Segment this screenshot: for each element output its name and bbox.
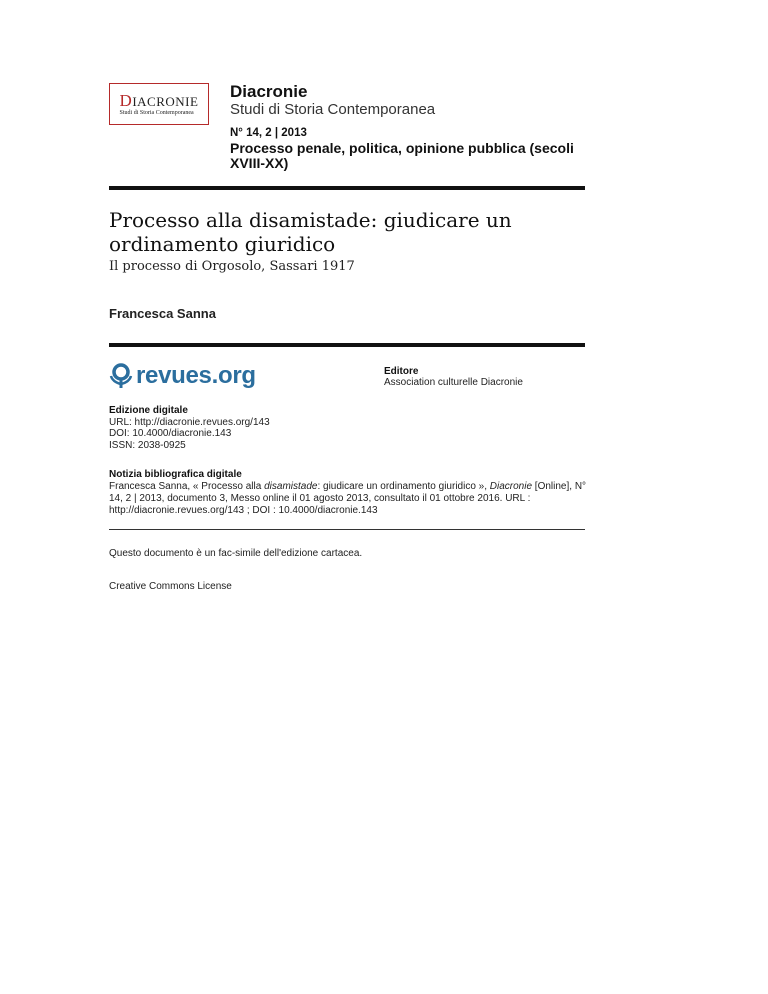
- revues-org-logo[interactable]: [109, 362, 256, 390]
- digital-edition-issn: ISSN: 2038-0925: [109, 439, 186, 451]
- article-subtitle: Il processo di Orgosolo, Sassari 1917: [109, 259, 355, 274]
- journal-subtitle: Studi di Storia Contemporanea: [230, 101, 436, 118]
- editor-label: Editore: [384, 366, 419, 377]
- citation-divider: [109, 529, 585, 530]
- citation-part: Francesca Sanna, « Processo alla: [109, 481, 265, 492]
- revues-flower-icon: [109, 363, 133, 389]
- citation-part: [Online], N° 14, 2 | 2013, documento 3, Messo online il 01 agosto 2013, consultato il 01 ottobre 2016. URL : http://diacronie.revues.org/143 ; DOI : 10.4000/diacronie.143: [109, 481, 587, 516]
- author-divider: [109, 343, 585, 347]
- journal-logo: [109, 83, 209, 125]
- revues-org-wordmark: revues.org: [136, 362, 256, 389]
- logo-wordmark: IACRONIE: [132, 94, 199, 109]
- license-link[interactable]: Creative Commons License: [109, 581, 232, 592]
- facsimile-note: Questo documento è un fac-simile dell'edizione cartacea.: [109, 548, 363, 559]
- citation-italic-term: disamistade: [264, 481, 318, 492]
- header-divider: [109, 186, 585, 190]
- citation-journal: Diacronie: [489, 481, 533, 492]
- digital-edition-url[interactable]: URL: http://diacronie.revues.org/143: [109, 416, 270, 428]
- citation-part: : giudicare un ordinamento giuridico »,: [317, 481, 490, 492]
- logo-initial: D: [119, 91, 133, 110]
- issue-title: Processo penale, politica, opinione pubblica (secoli XVIII-XX): [230, 140, 574, 171]
- issue-number: N° 14, 2 | 2013: [230, 127, 307, 139]
- digital-edition-doi[interactable]: DOI: 10.4000/diacronie.143: [109, 428, 232, 439]
- citation-text: [109, 481, 589, 517]
- citation-label: Notizia bibliografica digitale: [109, 469, 242, 480]
- logo-tagline: Studi di Storia Contemporanea: [119, 110, 194, 116]
- digital-edition-label: Edizione digitale: [109, 405, 188, 416]
- journal-name: Diacronie: [230, 82, 308, 101]
- citation-block: [109, 469, 589, 517]
- editor-value: Association culturelle Diacronie: [384, 377, 523, 388]
- article-title: Processo alla disamistade: giudicare un ordinamento giuridico: [109, 208, 512, 256]
- digital-edition-block: [109, 405, 270, 451]
- article-author: Francesca Sanna: [109, 306, 216, 321]
